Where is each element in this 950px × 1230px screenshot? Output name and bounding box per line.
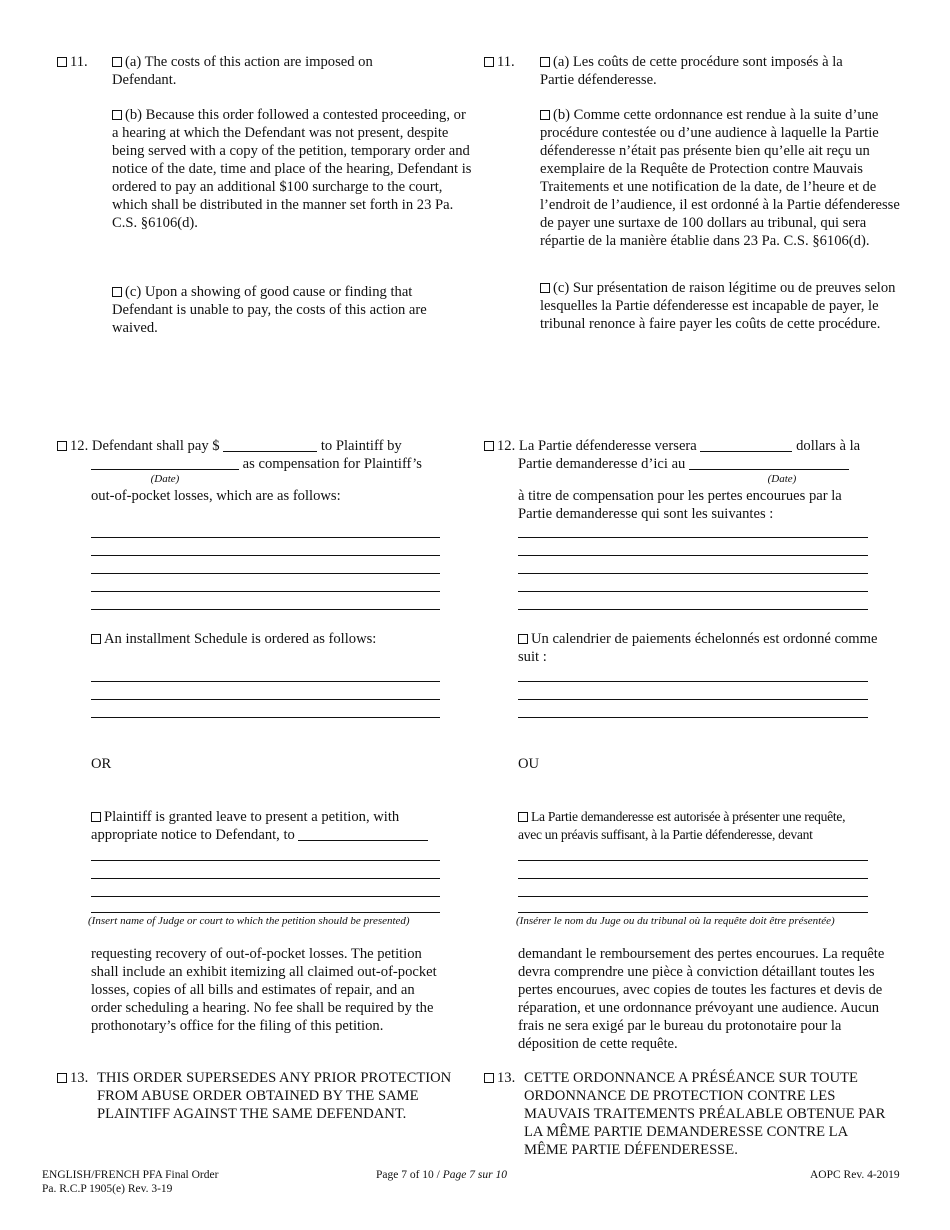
losses-line-en-5[interactable] xyxy=(91,609,440,610)
section-11b-en-text: (b) Because this order followed a contested proceeding, or a hearing at which the Defendant was not present, despite being served with a copy of the petition, temporary order and notice of the date, time and place of the hearing, Defendant is ordered to pay an additional $100 surcharge to the court, which shall be distributed in the manner set forth in 23 Pa. C.S. §6106(d). xyxy=(112,107,472,231)
section-11c-fr xyxy=(540,279,896,333)
date-caption-en: (Date) xyxy=(150,473,180,485)
leave-line2-en: appropriate notice to Defendant, to xyxy=(91,826,428,844)
judge-line-fr-2[interactable] xyxy=(518,878,868,879)
judge-line-en-2[interactable] xyxy=(91,878,440,879)
section-12-en-line1: 12. Defendant shall pay $ to Plaintiff by xyxy=(57,437,402,455)
judge-line-en-1[interactable] xyxy=(91,860,440,861)
section-11b-fr-checkbox[interactable] xyxy=(540,110,550,120)
footer-form-name: ENGLISH/FRENCH PFA Final Order xyxy=(42,1169,219,1181)
installment-line-fr-3[interactable] xyxy=(518,717,868,718)
footer-rule: Pa. R.C.P 1905(e) Rev. 3-19 xyxy=(42,1183,173,1195)
section-11-en-marker: 11. xyxy=(57,53,88,71)
section-11b-fr-text: (b) Comme cette ordonnance est rendue à la suite d’une procédure contestée ou d’une audience à laquelle la Partie défenderesse n’était pas présente bien qu’elle ait reçu un exemplaire de la Requête de Protection contre Mauvais Traitements et une notification de la date, de l’heure et de l’endroit de l’audience, il est ordonné à la Partie défenderesse de payer une surtaxe de 100 dollars au tribunal, qui sera répartie de la manière établie dans 23 Pa. C.S. §6106(d). xyxy=(540,107,900,249)
amount-field-fr[interactable] xyxy=(700,438,792,452)
section-11c-fr-checkbox[interactable] xyxy=(540,283,550,293)
judge-line-en-4[interactable] xyxy=(91,912,440,913)
section-11-fr-marker: 11. xyxy=(484,53,515,71)
losses-label-en: out-of-pocket losses, which are as follows: xyxy=(91,488,341,504)
section-11a-en xyxy=(112,53,412,89)
section-11a-en-text: (a) The costs of this action are imposed on Defendant. xyxy=(112,54,373,88)
installment-fr-checkbox[interactable] xyxy=(518,634,528,644)
installment-en: An installment Schedule is ordered as follows: xyxy=(91,630,376,648)
date-field-en[interactable] xyxy=(91,456,239,470)
judge-line-fr-1[interactable] xyxy=(518,860,868,861)
requesting-en: requesting recovery of out-of-pocket losses. The petition shall include an exhibit itemizing all claimed out-of-pocket losses, copies of all bills and estimates of repair, and an order scheduling a hearing. No fee shall be required by the prothonotary’s office for the filing of this petition. xyxy=(91,946,437,1034)
losses-line-en-3[interactable] xyxy=(91,573,440,574)
judge-line-fr-3[interactable] xyxy=(518,896,868,897)
losses-label-fr: à titre de compensation pour les pertes encourues par la Partie demanderesse qui sont les suivantes : xyxy=(518,488,842,522)
section-13-fr-marker: 13. xyxy=(484,1069,515,1087)
installment-line-en-1[interactable] xyxy=(91,681,440,682)
section-11a-fr xyxy=(540,53,880,89)
installment-line-fr-1[interactable] xyxy=(518,681,868,682)
installment-line-fr-2[interactable] xyxy=(518,699,868,700)
section-11b-en xyxy=(112,106,472,232)
date-field-fr[interactable] xyxy=(689,456,849,470)
footer-aopc: AOPC Rev. 4-2019 xyxy=(810,1169,900,1181)
footer-page-number: Page 7 of 10 / Page 7 sur 10 xyxy=(376,1169,507,1181)
insert-note-en: (Insert name of Judge or court to which the petition should be presented) xyxy=(88,915,410,927)
losses-line-fr-5[interactable] xyxy=(518,609,868,610)
or-label-en: OR xyxy=(91,756,112,772)
section-13-en-checkbox[interactable] xyxy=(57,1073,67,1083)
judge-field-en[interactable] xyxy=(298,827,428,841)
section-11-en-checkbox[interactable] xyxy=(57,57,67,67)
leave-line1-en: Plaintiff is granted leave to present a petition, with xyxy=(91,808,399,826)
section-12-fr-line2: Partie demanderesse d’ici au xyxy=(518,455,849,473)
losses-line-en-2[interactable] xyxy=(91,555,440,556)
section-11a-fr-checkbox[interactable] xyxy=(540,57,550,67)
section-11c-en xyxy=(112,283,462,337)
losses-line-fr-3[interactable] xyxy=(518,573,868,574)
section-11c-en-checkbox[interactable] xyxy=(112,287,122,297)
section-12-fr-checkbox[interactable] xyxy=(484,441,494,451)
judge-line-en-3[interactable] xyxy=(91,896,440,897)
installment-line-en-2[interactable] xyxy=(91,699,440,700)
installment-line-en-3[interactable] xyxy=(91,717,440,718)
section-11b-en-checkbox[interactable] xyxy=(112,110,122,120)
or-label-fr: OU xyxy=(518,756,540,772)
leave-fr-checkbox[interactable] xyxy=(518,812,528,822)
section-13-fr-text: CETTE ORDONNANCE A PRÉSÉANCE SUR TOUTE ORDONNANCE DE PROTECTION CONTRE LES MAUVAIS TRAITEMENTS PRÉALABLE OBTENUE PAR LA MÊME PARTIE DEMANDERESSE CONTRE LA MÊME PARTIE DÉFENDERESSE. xyxy=(524,1070,886,1158)
losses-line-en-4[interactable] xyxy=(91,591,440,592)
section-13-en-marker: 13. xyxy=(57,1069,88,1087)
amount-field-en[interactable] xyxy=(223,438,317,452)
leave-line1-fr: La Partie demanderesse est autorisée à présenter une requête, xyxy=(518,808,845,826)
installment-fr: Un calendrier de paiements échelonnés est ordonné comme suit : xyxy=(518,631,878,665)
leave-en-checkbox[interactable] xyxy=(91,812,101,822)
judge-line-fr-4[interactable] xyxy=(518,912,868,913)
losses-line-fr-4[interactable] xyxy=(518,591,868,592)
section-12-en-line2: as compensation for Plaintiff’s xyxy=(91,455,422,473)
section-11a-fr-text: (a) Les coûts de cette procédure sont imposés à la Partie défenderesse. xyxy=(540,54,843,88)
section-11c-en-text: (c) Upon a showing of good cause or finding that Defendant is unable to pay, the costs of this action are waived. xyxy=(112,284,427,336)
section-11-fr-checkbox[interactable] xyxy=(484,57,494,67)
section-12-en-checkbox[interactable] xyxy=(57,441,67,451)
section-13-fr-checkbox[interactable] xyxy=(484,1073,494,1083)
installment-en-checkbox[interactable] xyxy=(91,634,101,644)
losses-line-fr-1[interactable] xyxy=(518,537,868,538)
requesting-fr: demandant le remboursement des pertes encourues. La requête devra comprendre une pièce à conviction détaillant toutes les pertes encourues, avec copies de toutes les factures et devis de réparation, et une ordonnance prévoyant une audience. Aucun frais ne sera exigé par le bureau du protonotaire pour la déposition de cette requête. xyxy=(518,946,885,1052)
losses-line-fr-2[interactable] xyxy=(518,555,868,556)
section-11b-fr xyxy=(540,106,906,250)
leave-line2-fr: avec un préavis suffisant, à la Partie défenderesse, devant xyxy=(518,827,813,842)
section-12-fr-line1: 12. La Partie défenderesse versera dollars à la xyxy=(484,437,860,455)
section-11a-en-checkbox[interactable] xyxy=(112,57,122,67)
section-13-en-text: THIS ORDER SUPERSEDES ANY PRIOR PROTECTION FROM ABUSE ORDER OBTAINED BY THE SAME PLAINTIFF AGAINST THE SAME DEFENDANT. xyxy=(97,1070,452,1122)
insert-note-fr: (Insérer le nom du Juge ou du tribunal où la requête doit être présentée) xyxy=(516,915,835,927)
date-caption-fr: (Date) xyxy=(767,473,797,485)
section-11c-fr-text: (c) Sur présentation de raison légitime ou de preuves selon lesquelles la Partie défenderesse est incapable de payer, le tribunal renonce à faire payer les coûts de cette procédure. xyxy=(540,280,896,332)
losses-line-en-1[interactable] xyxy=(91,537,440,538)
